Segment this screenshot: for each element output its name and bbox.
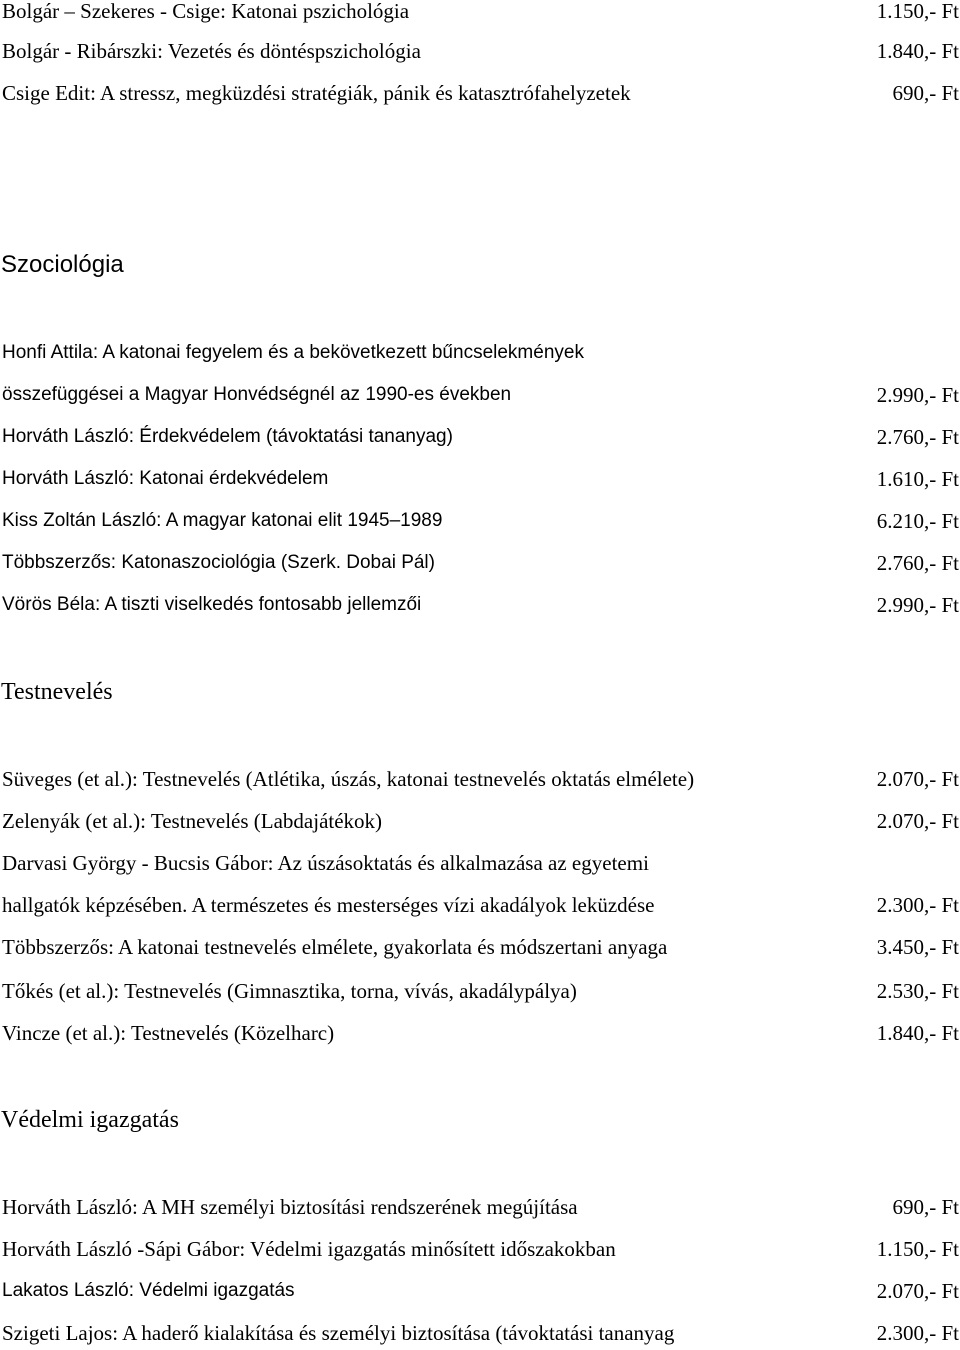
book-title: Lakatos László: Védelmi igazgatás — [2, 1280, 295, 1301]
list-item — [1, 890, 960, 920]
book-title: Horváth László: Katonai érdekvédelem — [2, 468, 329, 489]
list-item — [1, 932, 960, 962]
book-title: hallgatók képzésében. A természetes és mesterséges vízi akadályok leküzdése — [2, 893, 655, 917]
list-item — [1, 1018, 960, 1048]
book-price: 3.450,- Ft — [876, 935, 959, 959]
book-title: Tőkés (et al.): Testnevelés (Gimnasztika, torna, vívás, akadálypálya) — [2, 979, 577, 1003]
book-price: 2.530,- Ft — [876, 979, 959, 1003]
book-title: Zelenyák (et al.): Testnevelés (Labdajátékok) — [2, 809, 383, 833]
book-price: 2.070,- Ft — [876, 1279, 959, 1303]
list-item — [1, 422, 960, 452]
section-heading: Szociológia — [1, 251, 124, 278]
list-item — [1, 506, 960, 536]
book-price: 1.840,- Ft — [876, 1021, 959, 1045]
book-price: 2.990,- Ft — [876, 383, 959, 407]
list-item — [1, 78, 960, 108]
list-item — [1, 1276, 960, 1306]
book-price: 6.210,- Ft — [876, 509, 959, 533]
book-price: 2.760,- Ft — [876, 425, 959, 449]
book-title: Vincze (et al.): Testnevelés (Közelharc) — [2, 1021, 335, 1045]
book-price: 1.150,- Ft — [876, 0, 959, 23]
book-title: Honfi Attila: A katonai fegyelem és a bekövetkezett bűncselekmények — [2, 342, 584, 363]
list-item — [1, 36, 960, 66]
list-item — [1, 1318, 960, 1348]
list-item — [1, 1192, 960, 1222]
list-item — [1, 590, 960, 620]
list-item — [1, 464, 960, 494]
book-price: 2.300,- Ft — [876, 893, 959, 917]
list-item — [1, 338, 960, 368]
book-title: Horváth László: A MH személyi biztosítási rendszerének megújítása — [2, 1195, 578, 1219]
book-price: 2.070,- Ft — [876, 767, 959, 791]
list-item — [1, 0, 960, 26]
book-price: 690,- Ft — [892, 1195, 959, 1219]
book-title: Csige Edit: A stressz, megküzdési stratégiák, pánik és katasztrófahelyzetek — [2, 81, 631, 105]
list-item — [1, 848, 960, 878]
book-price: 2.070,- Ft — [876, 809, 959, 833]
book-price: 1.610,- Ft — [876, 467, 959, 491]
book-price: 2.990,- Ft — [876, 593, 959, 617]
book-title: Többszerzős: A katonai testnevelés elmélete, gyakorlata és módszertani anyaga — [2, 935, 668, 959]
book-title: Bolgár – Szekeres - Csige: Katonai pszichológia — [2, 0, 410, 23]
list-item — [1, 976, 960, 1006]
book-title: Horváth László: Érdekvédelem (távoktatási tananyag) — [2, 426, 453, 447]
list-item — [1, 380, 960, 410]
book-title: Darvasi György - Bucsis Gábor: Az úszásoktatás és alkalmazása az egyetemi — [2, 851, 649, 875]
book-price: 2.760,- Ft — [876, 551, 959, 575]
book-title: Szigeti Lajos: A haderő kialakítása és személyi biztosítása (távoktatási tananyag — [2, 1321, 675, 1345]
book-title: Bolgár - Ribárszki: Vezetés és döntéspszichológia — [2, 39, 421, 63]
book-price: 1.150,- Ft — [876, 1237, 959, 1261]
list-item — [1, 1234, 960, 1264]
book-title: Kiss Zoltán László: A magyar katonai elit 1945–1989 — [2, 510, 443, 531]
list-item — [1, 806, 960, 836]
book-price: 690,- Ft — [892, 81, 959, 105]
section-heading: Védelmi igazgatás — [1, 1107, 179, 1133]
book-title: Horváth László -Sápi Gábor: Védelmi igazgatás minősített időszakokban — [2, 1237, 616, 1261]
book-title: Többszerzős: Katonaszociológia (Szerk. Dobai Pál) — [2, 552, 435, 573]
book-title: Süveges (et al.): Testnevelés (Atlétika, úszás, katonai testnevelés oktatás elmélete) — [2, 767, 695, 791]
list-item — [1, 548, 960, 578]
list-item — [1, 764, 960, 794]
section-heading: Testnevelés — [1, 679, 113, 705]
book-price: 2.300,- Ft — [876, 1321, 959, 1345]
book-title: összefüggései a Magyar Honvédségnél az 1990-es években — [2, 384, 512, 405]
book-price: 1.840,- Ft — [876, 39, 959, 63]
book-title: Vörös Béla: A tiszti viselkedés fontosabb jellemzői — [2, 594, 422, 615]
